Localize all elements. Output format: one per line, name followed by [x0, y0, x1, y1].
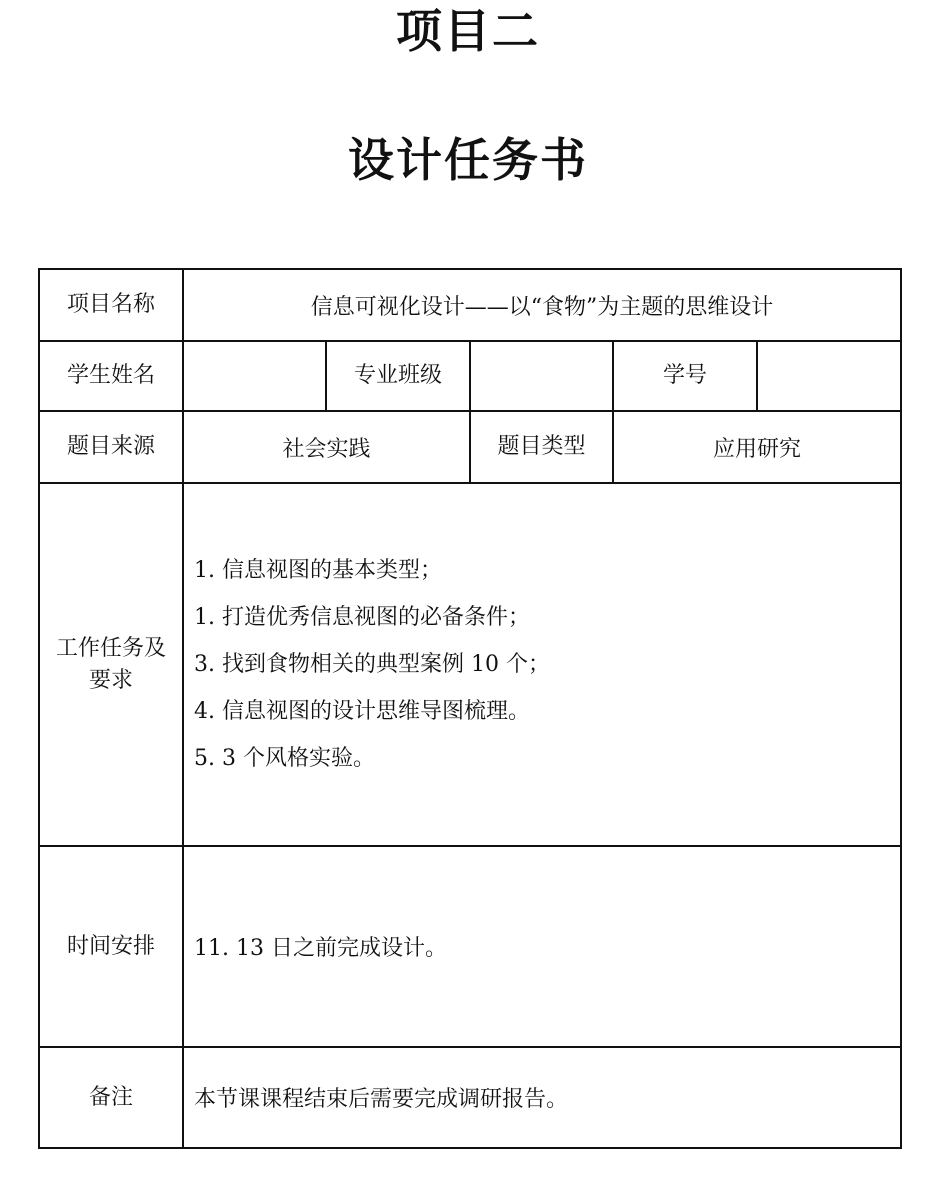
student-id-value: [757, 341, 901, 411]
tasks-label: 工作任务及要求: [39, 483, 183, 846]
remarks-label: 备注: [39, 1047, 183, 1148]
table-row-schedule: [39, 846, 901, 1047]
table-row-student: [39, 341, 901, 411]
table-row-topic: [39, 411, 901, 483]
list-item: 5. 3 个风格实验。: [194, 746, 375, 771]
task-table: [38, 268, 902, 1149]
schedule-label: 时间安排: [39, 846, 183, 1047]
student-id-label: 学号: [613, 341, 757, 411]
list-item: 1. 信息视图的基本类型；: [194, 558, 442, 583]
student-name-label: 学生姓名: [39, 341, 183, 411]
topic-type-value: 应用研究: [613, 411, 901, 483]
schedule-value: 11. 13 日之前完成设计。: [183, 846, 901, 1047]
table-row-remarks: [39, 1047, 901, 1148]
student-name-value: [183, 341, 326, 411]
topic-source-label: 题目来源: [39, 411, 183, 483]
project-name-value: 信息可视化设计——以“食物”为主题的思维设计: [183, 269, 901, 341]
page-title: 项目二: [396, 4, 540, 58]
list-item: 3. 找到食物相关的典型案例 10 个；: [194, 652, 550, 677]
tasks-content: [183, 483, 901, 846]
topic-source-value: 社会实践: [183, 411, 470, 483]
page-subtitle: 设计任务书: [348, 133, 588, 187]
topic-type-label: 题目类型: [470, 411, 613, 483]
major-class-label: 专业班级: [326, 341, 470, 411]
project-name-label: 项目名称: [39, 269, 183, 341]
major-class-value: [470, 341, 613, 411]
remarks-value: 本节课课程结束后需要完成调研报告。: [183, 1047, 901, 1148]
tasks-list: [194, 547, 890, 782]
table-row-tasks: [39, 483, 901, 846]
list-item: 4. 信息视图的设计思维导图梳理。: [194, 699, 530, 724]
table-row-project-name: [39, 269, 901, 341]
list-item: 1. 打造优秀信息视图的必备条件；: [194, 605, 530, 630]
